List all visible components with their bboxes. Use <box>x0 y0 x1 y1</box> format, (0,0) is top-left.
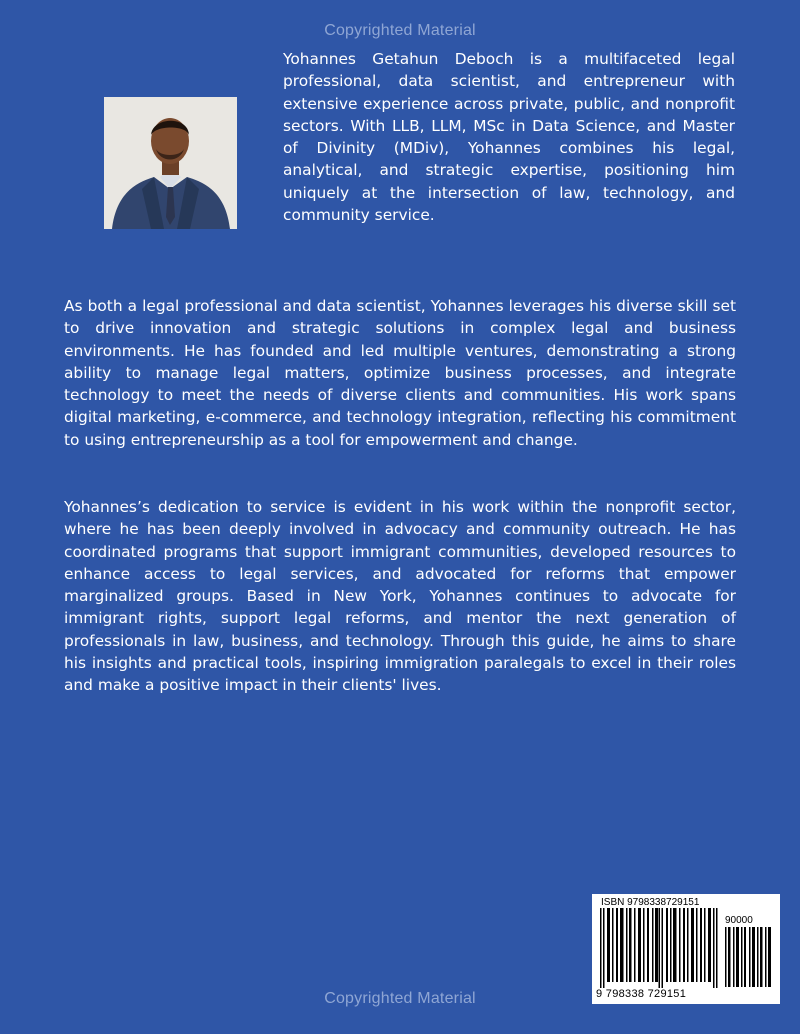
author-bio-paragraph-2: Yohannes’s dedication to service is evident in his work within the nonprofit sector, where he has been deeply involved in advocacy and community outreach. He has coordinated programs that support immigrant communities, developed resources to enhance access to legal services, and advocated for reforms that empower marginalized groups. Based in New York, Yohannes continues to advocate for immigrant rights, support legal reforms, and mentor the next generation of professionals in law, business, and technology. Through this guide, he aims to share his insights and practical tools, inspiring immigration paralegals to excel in their roles and make a positive impact in their clients' lives. <box>64 498 736 695</box>
copyright-watermark-bottom: Copyrighted Material <box>324 990 476 1007</box>
author-portrait-image <box>104 97 237 229</box>
author-photo <box>104 97 237 229</box>
price-code: 90000 <box>725 915 753 926</box>
isbn-label: ISBN 9798338729151 <box>601 897 700 908</box>
isbn-digits: 9 798338 729151 <box>596 988 687 1000</box>
addon-barcode-bars-icon <box>725 927 773 987</box>
isbn-barcode <box>592 894 780 1004</box>
author-bio-intro: Yohannes Getahun Deboch is a multifaceted legal professional, data scientist, and entrepreneur with extensive experience across private, public, and nonprofit sectors. With LLB, LLM, MSc in Data Science, and Master of Divinity (MDiv), Yohannes combines his legal, analytical, and strategic expertise, positioning him uniquely at the intersection of law, technology, and community service. <box>283 50 735 225</box>
copyright-watermark-top: Copyrighted Material <box>324 22 476 39</box>
barcode-bars-icon <box>600 908 718 988</box>
author-bio-paragraph-1: As both a legal professional and data scientist, Yohannes leverages his diverse skill set to drive innovation and strategic solutions in complex legal and business environments. He has founded and led multiple ventures, demonstrating a strong ability to manage legal matters, optimize business processes, and integrate technology to meet the needs of diverse clients and communities. His work spans digital marketing, e-commerce, and technology integration, reflecting his commitment to using entrepreneurship as a tool for empowerment and change. <box>64 297 736 449</box>
